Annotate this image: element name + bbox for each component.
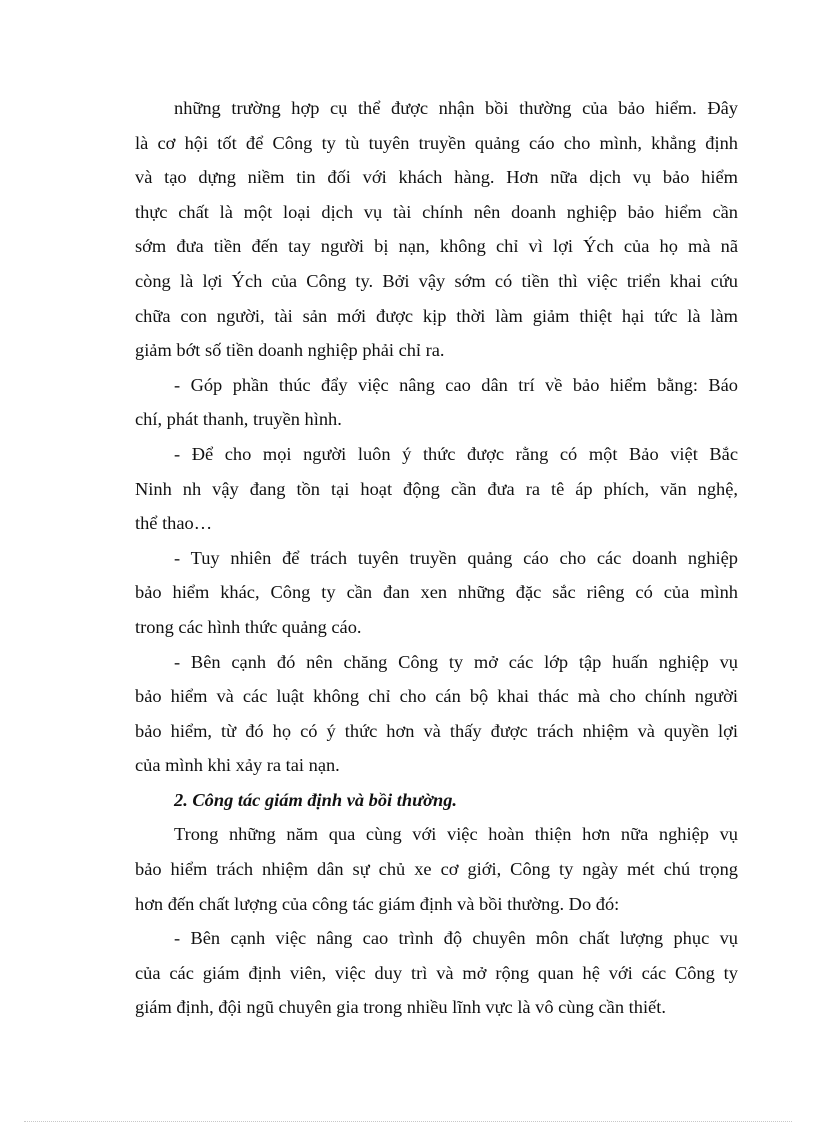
text-line: Trong những năm qua cùng với việc hoàn thiện hơn nữa nghiệp vụ xyxy=(174,824,738,845)
text-line: và tạo dựng niềm tin đối với khách hàng. Hơn nữa dịch vụ bảo hiểm xyxy=(135,167,738,188)
text-line: bảo hiểm khác, Công ty cần đan xen những đặc sắc riêng có của mình xyxy=(135,582,738,603)
document-page xyxy=(135,91,738,1025)
text-line: giám định, đội ngũ chuyên gia trong nhiều lĩnh vực là vô cùng cần thiết. xyxy=(135,997,666,1018)
paragraph xyxy=(135,645,738,783)
text-line: - Bên cạnh việc nâng cao trình độ chuyên môn chất lượng phục vụ xyxy=(174,928,738,949)
text-line: giảm bớt số tiền doanh nghiệp phải chỉ ra. xyxy=(135,340,445,361)
text-line: là cơ hội tốt để Công ty tù tuyên truyền quảng cáo cho mình, khẳng định xyxy=(135,132,738,153)
paragraph xyxy=(135,368,738,437)
text-line: trong các hình thức quảng cáo. xyxy=(135,616,362,637)
section-heading xyxy=(135,783,738,818)
text-line: thể thao… xyxy=(135,513,213,534)
text-line: bảo hiểm, từ đó họ có ý thức hơn và thấy được trách nhiệm và quyền lợi xyxy=(135,720,738,741)
text-line: - Tuy nhiên để trách tuyên truyền quảng cáo cho các doanh nghiệp xyxy=(174,547,738,568)
text-line: - Để cho mọi người luôn ý thức được rằng có một Bảo việt Bắc xyxy=(174,443,738,464)
text-line: thực chất là một loại dịch vụ tài chính nên doanh nghiệp bảo hiểm cần xyxy=(135,201,738,222)
text-line: chí, phát thanh, truyền hình. xyxy=(135,409,342,430)
text-line: sớm đưa tiền đến tay người bị nạn, không chỉ vì lợi Ých của họ mà nã xyxy=(135,236,738,257)
text-line: còng là lợi Ých của Công ty. Bởi vậy sớm có tiền thì việc triển khai cứu xyxy=(135,270,738,291)
page-bottom-divider xyxy=(24,1121,792,1122)
text-line: của các giám định viên, việc duy trì và mở rộng quan hệ với các Công ty xyxy=(135,962,738,983)
section-heading-text: 2. Công tác giám định và bồi thường. xyxy=(174,789,457,810)
text-line: chữa con người, tài sản mới được kịp thời làm giảm thiệt hại tức là làm xyxy=(135,305,738,326)
text-line: bảo hiểm và các luật không chỉ cho cán bộ khai thác mà cho chính người xyxy=(135,686,738,707)
paragraph xyxy=(135,541,738,645)
text-line: những trường hợp cụ thể được nhận bồi thường của bảo hiểm. Đây xyxy=(174,98,738,118)
paragraph xyxy=(135,921,738,1025)
text-line: Ninh nh vậy đang tồn tại hoạt động cần đưa ra tê áp phích, văn nghệ, xyxy=(135,478,738,499)
paragraph xyxy=(135,91,738,368)
paragraph xyxy=(135,437,738,541)
text-line: bảo hiểm trách nhiệm dân sự chủ xe cơ giới, Công ty ngày mét chú trọng xyxy=(135,859,738,880)
text-line: của mình khi xảy ra tai nạn. xyxy=(135,755,340,776)
text-line: - Góp phần thúc đẩy việc nâng cao dân trí về bảo hiểm bằng: Báo xyxy=(174,374,738,395)
text-line: - Bên cạnh đó nên chăng Công ty mở các lớp tập huấn nghiệp vụ xyxy=(174,651,738,672)
paragraph xyxy=(135,817,738,921)
text-line: hơn đến chất lượng của công tác giám định và bồi thường. Do đó: xyxy=(135,893,620,914)
